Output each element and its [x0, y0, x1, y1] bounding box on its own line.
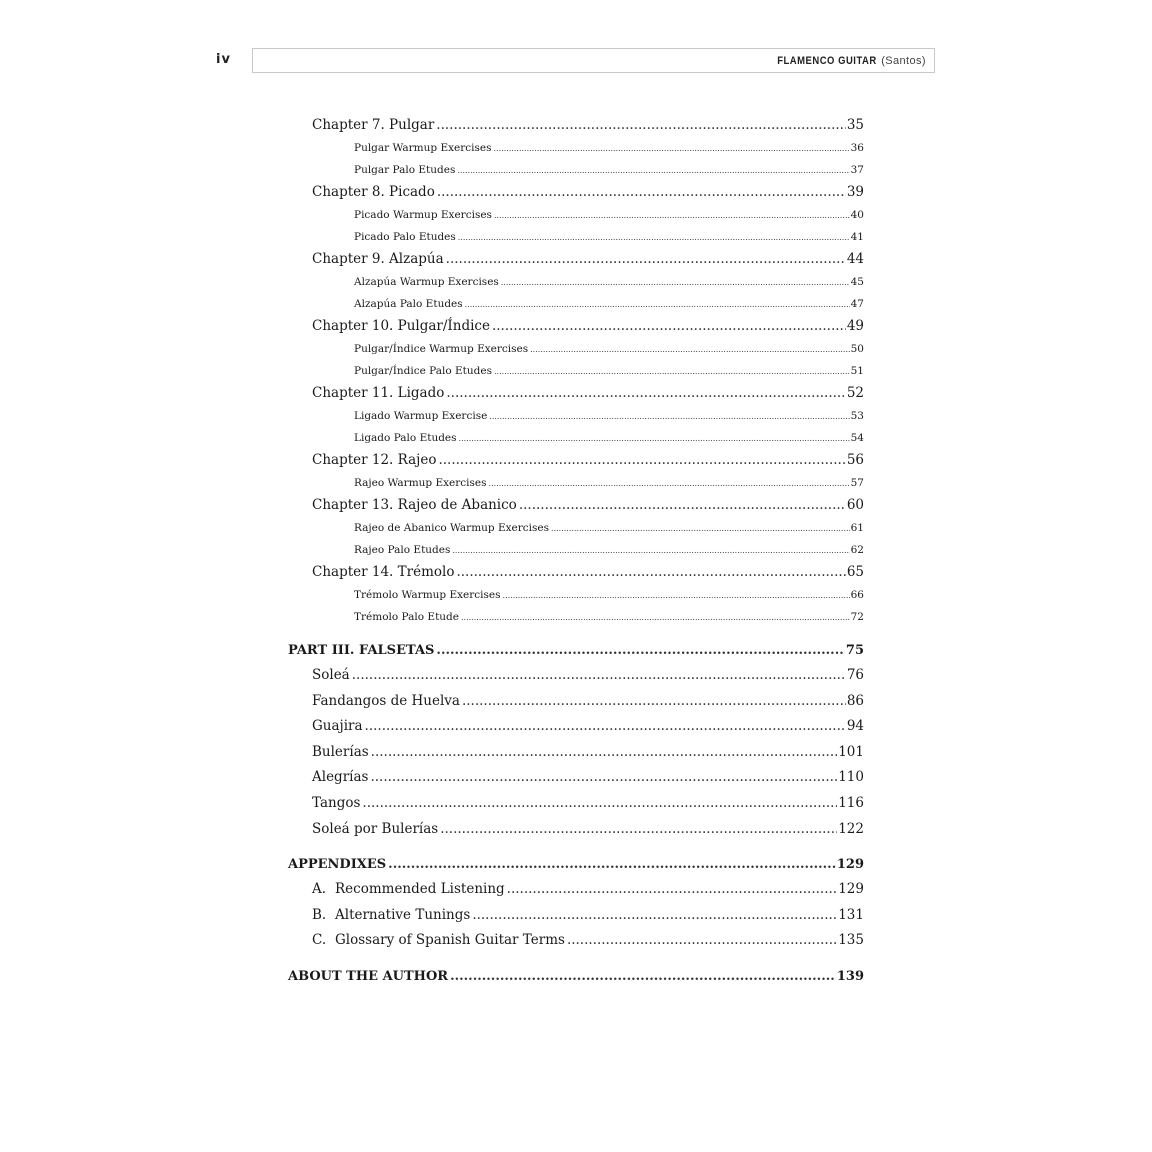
toc-chapter-page-number: 56 — [846, 452, 864, 468]
toc-chapter[interactable] — [312, 382, 864, 405]
toc-section-label: Ligado Warmup Exercise — [354, 410, 488, 422]
toc-section[interactable] — [354, 226, 864, 248]
toc-section[interactable] — [354, 539, 864, 561]
dot-leader — [446, 248, 846, 271]
toc-section-label: Trémolo Warmup Exercises — [354, 589, 501, 601]
toc-section[interactable] — [354, 137, 864, 159]
dot-leader — [519, 494, 846, 517]
toc-section-page-number: 72 — [850, 611, 864, 623]
dot-leader — [503, 585, 850, 607]
toc-section-page-number: 57 — [850, 477, 864, 489]
toc-appendix-label — [312, 928, 567, 954]
dot-leader — [494, 361, 850, 383]
dot-leader — [489, 406, 849, 428]
toc-section-label: Alzapúa Warmup Exercises — [354, 276, 499, 288]
toc-section[interactable] — [354, 159, 864, 181]
toc-falseta-label: Bulerías — [312, 743, 369, 760]
toc-falseta[interactable] — [312, 689, 864, 715]
toc-chapter-label: Chapter 12. Rajeo — [312, 452, 437, 468]
toc-appendix-page-number: 131 — [838, 906, 864, 923]
toc-section[interactable] — [354, 405, 864, 427]
toc-section-page-number: 53 — [850, 410, 864, 422]
toc-falseta-label: Fandangos de Huelva — [312, 692, 460, 709]
toc-section[interactable] — [354, 427, 864, 449]
toc-chapter-page-number: 49 — [846, 318, 864, 334]
dot-leader — [436, 638, 844, 663]
toc-chapter[interactable] — [312, 248, 864, 271]
toc-appendix-label — [312, 877, 507, 903]
dot-leader — [436, 114, 846, 137]
toc-appendix-page-number: 129 — [838, 881, 864, 898]
table-of-contents — [288, 114, 864, 989]
dot-leader — [388, 852, 836, 877]
toc-section[interactable] — [354, 204, 864, 226]
toc-chapter[interactable] — [312, 181, 864, 204]
dot-leader — [438, 449, 845, 472]
toc-falseta-page-number: 116 — [838, 794, 864, 811]
toc-falseta-label: Soleá — [312, 667, 350, 683]
toc-falseta[interactable] — [312, 714, 864, 740]
toc-part-falsetas-label: PART III. FALSETAS — [288, 643, 435, 658]
toc-chapter-page-number: 52 — [846, 385, 864, 401]
toc-appendix-page-number: 135 — [838, 932, 864, 949]
toc-section[interactable] — [354, 472, 864, 494]
toc-chapter[interactable] — [312, 494, 864, 517]
toc-section-page-number: 54 — [850, 432, 864, 444]
dot-leader — [352, 663, 846, 689]
book-author: (Santos) — [881, 54, 926, 67]
toc-falseta-label: Tangos — [312, 794, 361, 811]
toc-chapter[interactable] — [312, 114, 864, 137]
page-number: iv — [216, 52, 231, 67]
toc-section-label: Ligado Palo Etudes — [354, 432, 457, 444]
toc-chapter-label: Chapter 8. Picado — [312, 184, 435, 200]
toc-section-page-number: 41 — [850, 231, 864, 243]
toc-section-page-number: 61 — [850, 522, 864, 534]
toc-falseta-page-number: 101 — [838, 743, 864, 760]
toc-appendixes-label: APPENDIXES — [288, 857, 387, 873]
toc-chapter[interactable] — [312, 561, 864, 584]
toc-chapter-page-number: 44 — [846, 251, 864, 267]
toc-chapter[interactable] — [312, 315, 864, 338]
toc-falseta-label: Alegrías — [312, 769, 369, 786]
dot-leader — [551, 518, 850, 540]
toc-appendix[interactable] — [312, 928, 864, 954]
toc-falseta-page-number: 122 — [838, 820, 864, 837]
dot-leader — [440, 817, 837, 843]
toc-part-falsetas[interactable] — [288, 638, 864, 663]
toc-chapter-page-number: 65 — [846, 564, 864, 580]
dot-leader — [489, 473, 850, 495]
toc-section-label: Rajeo de Abanico Warmup Exercises — [354, 522, 550, 534]
toc-chapter-page-number: 35 — [846, 117, 864, 133]
dot-leader — [461, 607, 850, 629]
toc-section[interactable] — [354, 293, 864, 315]
toc-chapter-label: Chapter 13. Rajeo de Abanico — [312, 497, 517, 513]
toc-section[interactable] — [354, 360, 864, 382]
appendix-title: Alternative Tunings — [335, 906, 471, 923]
toc-section-page-number: 36 — [850, 142, 864, 154]
dot-leader — [567, 928, 837, 954]
running-header — [252, 48, 935, 73]
toc-section[interactable] — [354, 606, 864, 628]
toc-falseta-page-number: 76 — [846, 667, 864, 683]
toc-section-label: Alzapúa Palo Etudes — [354, 298, 463, 310]
toc-falseta-page-number: 110 — [838, 769, 864, 786]
toc-falseta-label: Soleá por Bulerías — [312, 820, 439, 837]
dot-leader — [494, 205, 850, 227]
toc-chapter-label: Chapter 7. Pulgar — [312, 117, 435, 133]
toc-chapter-label: Chapter 9. Alzapúa — [312, 251, 444, 267]
toc-section-label: Pulgar/Índice Warmup Exercises — [354, 343, 529, 355]
toc-section-label: Rajeo Palo Etudes — [354, 544, 451, 556]
toc-chapter-label: Chapter 11. Ligado — [312, 385, 445, 401]
toc-about-author[interactable] — [288, 964, 864, 989]
toc-falseta[interactable] — [312, 817, 864, 843]
dot-leader — [462, 689, 846, 715]
dot-leader — [456, 561, 845, 584]
dot-leader — [458, 227, 850, 249]
toc-falseta[interactable] — [312, 740, 864, 766]
toc-about-author-page-number: 139 — [836, 968, 864, 984]
toc-about-author-label: ABOUT THE AUTHOR — [288, 968, 449, 984]
toc-chapter-page-number: 39 — [846, 184, 864, 200]
appendix-letter: A. — [312, 881, 327, 898]
toc-section-page-number: 51 — [850, 365, 864, 377]
appendix-letter: C. — [312, 932, 327, 949]
dot-leader — [452, 540, 849, 562]
dot-leader — [446, 382, 845, 405]
toc-section-label: Pulgar Palo Etudes — [354, 164, 456, 176]
dot-leader — [465, 294, 850, 316]
toc-section-label: Pulgar/Índice Palo Etudes — [354, 365, 492, 377]
toc-appendix[interactable] — [312, 903, 864, 929]
appendix-letter: B. — [312, 906, 327, 923]
toc-section-page-number: 45 — [850, 276, 864, 288]
toc-section[interactable] — [354, 338, 864, 360]
dot-leader — [507, 877, 838, 903]
toc-section-page-number: 37 — [850, 164, 864, 176]
toc-section-label: Picado Palo Etudes — [354, 231, 456, 243]
toc-appendixes[interactable] — [288, 852, 864, 877]
toc-section-page-number: 40 — [850, 209, 864, 221]
toc-chapter-page-number: 60 — [846, 497, 864, 513]
dot-leader — [492, 315, 846, 338]
appendix-title: Glossary of Spanish Guitar Terms — [335, 932, 565, 949]
toc-falseta-page-number: 86 — [846, 692, 864, 709]
dot-leader — [457, 160, 849, 182]
toc-section-label: Pulgar Warmup Exercises — [354, 142, 492, 154]
toc-falseta-page-number: 94 — [846, 718, 864, 735]
toc-section-page-number: 66 — [850, 589, 864, 601]
toc-falseta[interactable] — [312, 663, 864, 689]
toc-chapter[interactable] — [312, 449, 864, 472]
toc-falseta[interactable] — [312, 765, 864, 791]
dot-leader — [370, 765, 837, 791]
toc-appendixes-page-number: 129 — [836, 857, 864, 873]
toc-section[interactable] — [354, 517, 864, 539]
dot-leader — [459, 428, 850, 450]
dot-leader — [494, 138, 850, 160]
dot-leader — [450, 964, 836, 989]
toc-section-label: Rajeo Warmup Exercises — [354, 477, 487, 489]
dot-leader — [437, 181, 846, 204]
toc-section[interactable] — [354, 271, 864, 293]
dot-leader — [472, 903, 837, 929]
appendix-title: Recommended Listening — [335, 881, 505, 898]
toc-falseta[interactable] — [312, 791, 864, 817]
dot-leader — [371, 740, 838, 766]
toc-appendix-label — [312, 903, 472, 929]
toc-part-falsetas-page-number: 75 — [845, 643, 864, 658]
dot-leader — [362, 791, 837, 817]
toc-section-page-number: 50 — [850, 343, 864, 355]
toc-falseta-label: Guajira — [312, 718, 363, 735]
toc-section-page-number: 62 — [850, 544, 864, 556]
toc-section-label: Picado Warmup Exercises — [354, 209, 492, 221]
dot-leader — [530, 339, 849, 361]
dot-leader — [501, 272, 850, 294]
toc-chapter-label: Chapter 10. Pulgar/Índice — [312, 318, 490, 334]
toc-chapter-label: Chapter 14. Trémolo — [312, 564, 455, 580]
toc-section-page-number: 47 — [850, 298, 864, 310]
book-title: FLAMENCO GUITAR — [777, 54, 878, 67]
dot-leader — [365, 714, 846, 740]
toc-section[interactable] — [354, 584, 864, 606]
toc-appendix[interactable] — [312, 877, 864, 903]
toc-section-label: Trémolo Palo Etude — [354, 611, 459, 623]
